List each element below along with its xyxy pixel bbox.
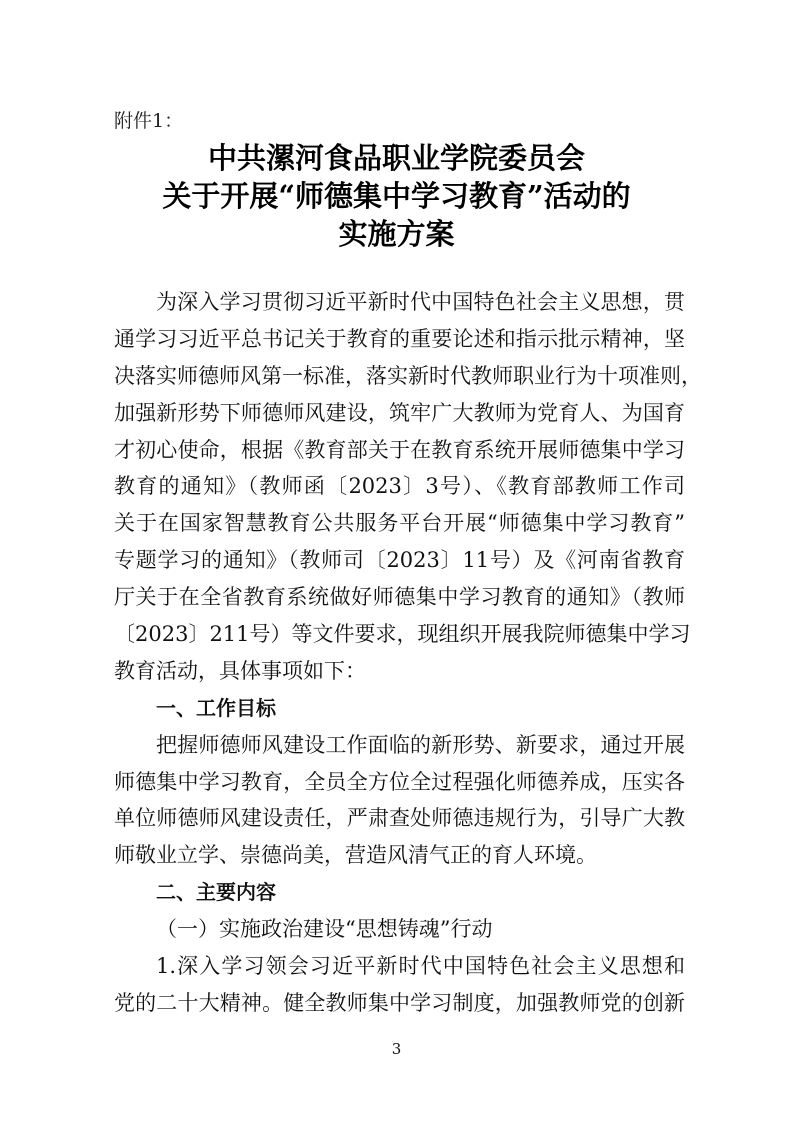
body-line: 教育的通知》（教师函〔2023〕3号）、《教育部教师工作司	[114, 474, 685, 499]
body-line: 〔2023〕211号）等文件要求，现组织开展我院师德集中学习	[114, 622, 691, 647]
body-line: 教育活动，具体事项如下：	[114, 658, 366, 683]
body-line: 厅关于在全省教育系统做好师德集中学习教育的通知》（教师	[114, 585, 685, 610]
body-line: 才初心使命，根据《教育部关于在教育系统开展师德集中学习	[114, 437, 685, 462]
body-line: 加强新形势下师德师风建设，筑牢广大教师为党育人、为国育	[114, 400, 685, 425]
body-line: 专题学习的通知》（教师司〔2023〕11号）及《河南省教育	[114, 548, 685, 573]
section-heading-content: 二、主要内容	[156, 880, 276, 905]
document-title-line-1: 中共漯河食品职业学院委员会	[207, 141, 585, 175]
body-line: 师敬业立学、崇德尚美，营造风清气正的育人环境。	[114, 843, 597, 868]
body-line: 为深入学习贯彻习近平新时代中国特色社会主义思想，贯	[156, 290, 685, 314]
attachment-label: 附件1：	[114, 110, 184, 132]
body-line: 党的二十大精神。健全教师集中学习制度，加强教师党的创新	[114, 990, 685, 1015]
body-line: 通学习习近平总书记关于教育的重要论述和指示批示精神，坚	[114, 326, 685, 351]
body-line: 单位师德师风建设责任，严肃查处师德违规行为，引导广大教	[114, 806, 685, 831]
document-title-line-3: 实施方案	[338, 217, 455, 251]
section-heading-goals: 一、工作目标	[156, 695, 276, 720]
document-body	[114, 284, 702, 1022]
document-title-line-2: 关于开展“师德集中学习教育”活动的	[162, 179, 631, 213]
page-number: 3	[391, 1040, 402, 1058]
subsection-heading: （一）实施政治建设“思想铸魂”行动	[156, 917, 493, 942]
body-line: 1.深入学习领会习近平新时代中国特色社会主义思想和	[156, 954, 685, 979]
body-line: 决落实师德师风第一标准，落实新时代教师职业行为十项准则，	[114, 363, 702, 388]
body-line: 关于在国家智慧教育公共服务平台开展“师德集中学习教育”	[114, 511, 685, 536]
body-line: 师德集中学习教育，全员全方位全过程强化师德养成，压实各	[114, 769, 685, 794]
body-line: 把握师德师风建设工作面临的新形势、新要求，通过开展	[156, 732, 685, 757]
